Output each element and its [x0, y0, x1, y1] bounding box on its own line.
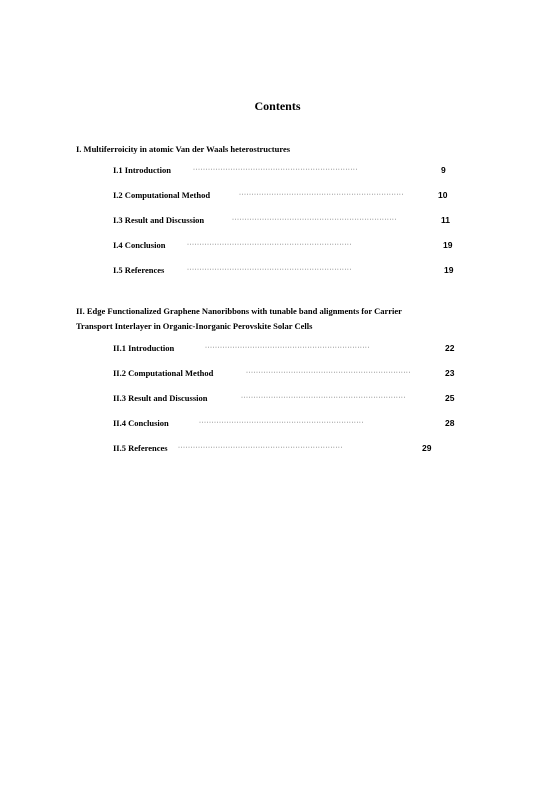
toc-page-number: 9: [441, 165, 446, 175]
toc-page-number: 25: [445, 393, 455, 403]
toc-entry-label: II.2 Computational Method: [113, 368, 214, 378]
toc-entry-label: II.1 Introduction: [113, 343, 175, 353]
dot-leader: ··································································: [193, 167, 358, 173]
section-heading: II. Edge Functionalized Graphene Nanoribbons with tunable band alignments for Carrier: [76, 306, 402, 316]
toc-entry[interactable]: [113, 343, 463, 355]
toc-page-number: 19: [443, 240, 453, 250]
toc-entry[interactable]: [113, 240, 458, 252]
toc-page-number: 11: [441, 215, 450, 225]
dot-leader: ··································································: [199, 420, 364, 426]
toc-entry[interactable]: [113, 368, 463, 380]
toc-entry[interactable]: [113, 190, 453, 202]
toc-entry[interactable]: [113, 265, 458, 277]
dot-leader: ··································································: [205, 345, 370, 351]
dot-leader: ··································································: [239, 192, 404, 198]
dot-leader: ··································································: [178, 445, 343, 451]
toc-entry[interactable]: [113, 393, 463, 405]
section-heading: I. Multiferroicity in atomic Van der Waals heterostructures: [76, 144, 291, 154]
toc-entry-label: I.2 Computational Method: [113, 190, 211, 200]
dot-leader: ··································································: [187, 267, 352, 273]
dot-leader: ··································································: [241, 395, 406, 401]
page-title: Contents: [254, 99, 301, 113]
toc-entry[interactable]: [113, 215, 458, 227]
dot-leader: ··································································: [232, 217, 397, 223]
toc-page-number: 19: [444, 265, 454, 275]
toc-entry[interactable]: [113, 418, 463, 430]
dot-leader: ··································································: [246, 370, 411, 376]
toc-page-number: 10: [438, 190, 448, 200]
toc-page-number: 23: [445, 368, 455, 378]
toc-entry-label: I.5 References: [113, 265, 165, 275]
toc-entry-label: II.5 References: [113, 443, 168, 453]
toc-entry-label: I.1 Introduction: [113, 165, 171, 175]
toc-entry-label: I.4 Conclusion: [113, 240, 166, 250]
toc-page-number: 22: [445, 343, 455, 353]
toc-entry-label: II.4 Conclusion: [113, 418, 169, 428]
toc-entry-label: II.3 Result and Discussion: [113, 393, 208, 403]
toc-page-number: 29: [422, 443, 432, 453]
toc-page-number: 28: [445, 418, 455, 428]
dot-leader: ··································································: [187, 242, 352, 248]
toc-entry[interactable]: [113, 165, 453, 177]
toc-entry[interactable]: [113, 443, 443, 455]
toc-entry-label: I.3 Result and Discussion: [113, 215, 205, 225]
section-heading-continued: Transport Interlayer in Organic-Inorganic Perovskite Solar Cells: [76, 321, 313, 331]
